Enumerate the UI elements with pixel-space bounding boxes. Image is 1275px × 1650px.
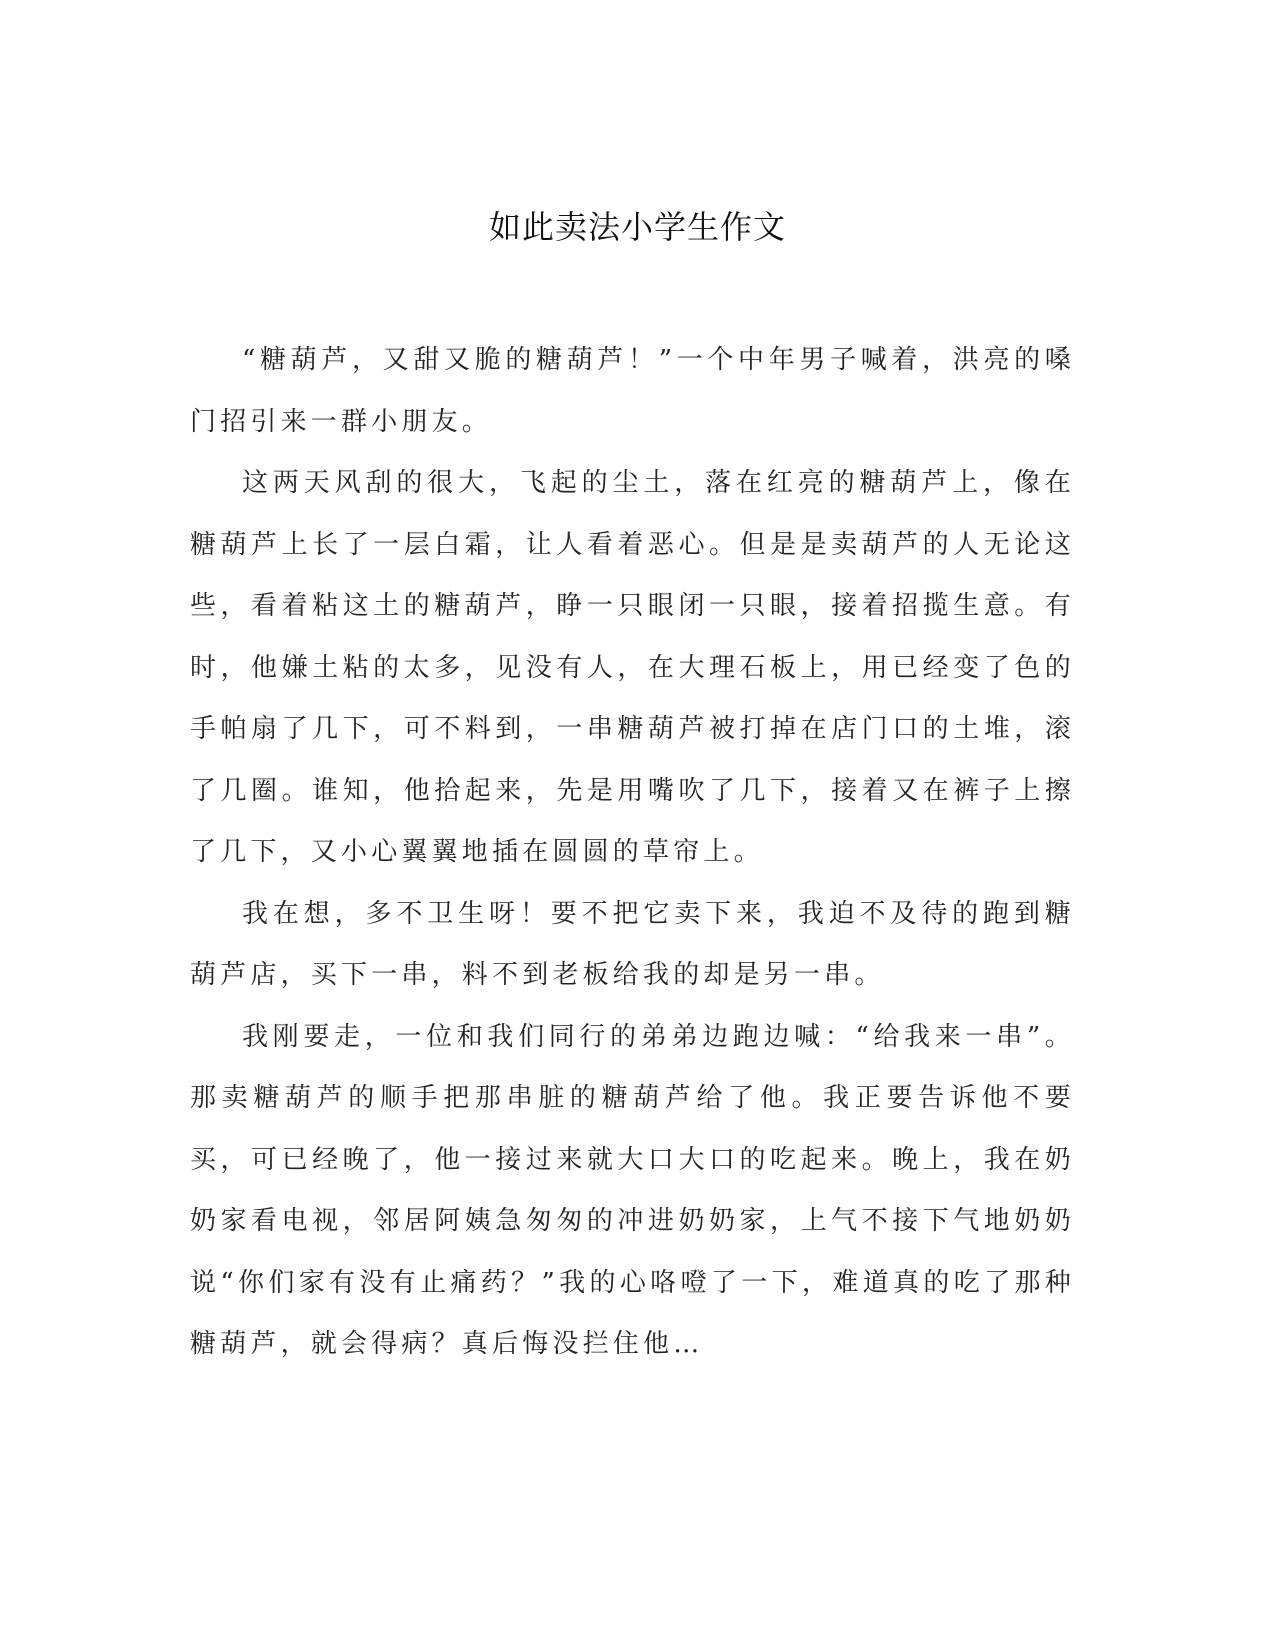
paragraph-1: “糖葫芦，又甜又脆的糖葫芦！”一个中年男子喊着，洪亮的嗓门招引来一群小朋友。 <box>190 345 1075 437</box>
paragraph-4: 我刚要走，一位和我们同行的弟弟边跑边喊：“给我来一串”。那卖糖葫芦的顺手把那串脏的糖葫芦给了他。我正要告诉他不要买，可已经晚了，他一接过来就大口大口的吃起来。晚上，我在奶奶家看电视，邻居阿姨急匆匆的冲进奶奶家，上气不接下气地奶奶说“你们家有没有止痛药？”我的心咯噔了一下，难道真的吃了那种糖葫芦，就会得病？真后悔没拦住他… <box>190 1021 1075 1359</box>
paragraph-2: 这两天风刮的很大，飞起的尘土，落在红亮的糖葫芦上，像在糖葫芦上长了一层白霜，让人看着恶心。但是是卖葫芦的人无论这些，看着粘这土的糖葫芦，睁一只眼闭一只眼，接着招揽生意。有时，他嫌土粘的太多，见没有人，在大理石板上，用已经变了色的手帕扇了几下，可不料到，一串糖葫芦被打掉在店门口的土堆，滚了几圈。谁知，他拾起来，先是用嘴吹了几下，接着又在裤子上擦了几下，又小心翼翼地插在圆圆的草帘上。 <box>190 468 1075 867</box>
document-title: 如此卖法小学生作文 <box>488 208 786 246</box>
paragraph-3: 我在想，多不卫生呀！要不把它卖下来，我迫不及待的跑到糖葫芦店，买下一串，料不到老板给我的却是另一串。 <box>190 898 1075 990</box>
document-body <box>190 330 1075 1376</box>
